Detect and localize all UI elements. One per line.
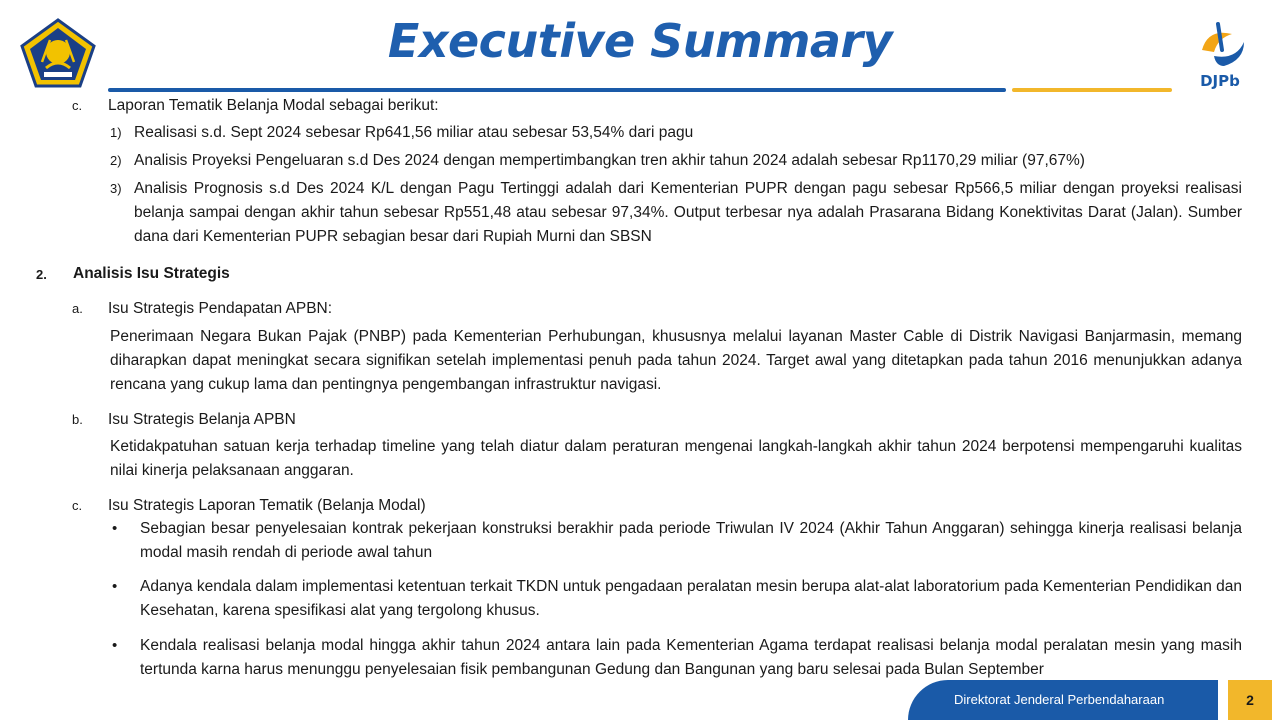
section-2c-bullet-2-marker: • [112, 578, 118, 595]
section-2c-bullet-1: Sebagian besar penyelesaian kontrak pekerjaan konstruksi berakhir pada periode Triwulan IV 2024 (Akhir Tahun Anggaran) sehingga kinerja realisasi belanja modal masih rendah di periode awal tahun [140, 520, 1242, 561]
section-2c-heading: Isu Strategis Laporan Tematik (Belanja Modal) [108, 497, 426, 514]
djpb-logo-text: DJPb [1200, 72, 1240, 90]
section-c-marker: c. [72, 98, 83, 113]
section-2b-marker: b. [72, 412, 83, 427]
section-2c-bullet-1-marker: • [112, 520, 118, 537]
section-2b-body: Ketidakpatuhan satuan kerja terhadap timeline yang telah diatur dalam peraturan mengenai langkah-langkah akhir tahun 2024 berpotensi mempengaruhi kualitas nilai kinerja pelaksanaan anggaran. [110, 438, 1242, 479]
section-2-heading: Analisis Isu Strategis [73, 265, 230, 282]
section-2c-bullet-3-marker: • [112, 637, 118, 654]
section-2a-marker: a. [72, 301, 83, 316]
section-2c-bullet-2: Adanya kendala dalam implementasi ketentuan terkait TKDN untuk pengadaan peralatan mesin berupa alat-alat laboratorium pada Kementerian Pendidikan dan Kesehatan, karena spesifikasi alat yang tergolong khusus. [140, 578, 1242, 619]
section-2a-heading: Isu Strategis Pendapatan APBN: [108, 300, 333, 317]
section-c-item-3: Analisis Prognosis s.d Des 2024 K/L dengan Pagu Tertinggi adalah dari Kementerian PUPR dengan pagu sebesar Rp566,5 miliar dengan proyeksi realisasi belanja sampai dengan akhir tahun sebesar Rp551,48 atau sebesar 97,34%. Output terbesar nya adalah Prasarana Bidang Konektivitas Darat (Jalan). Sumber dana dari Kementerian PUPR sebagian besar dari Rupiah Murni dan SBSN [134, 180, 1242, 245]
section-2a-body: Penerimaan Negara Bukan Pajak (PNBP) pada Kementerian Perhubungan, khususnya melalui layanan Master Cable di Distrik Navigasi Banjarmasin, memang diharapkan dapat meningkat secara signifikan setelah implementasi penuh pada tahun 2024. Target awal yang ditetapkan pada tahun 2016 menunjukkan adanya rencana yang cukup lama dan pentingnya pengembangan infrastruktur navigasi. [110, 328, 1242, 393]
section-2c-marker: c. [72, 498, 83, 513]
section-2b-heading: Isu Strategis Belanja APBN [108, 411, 296, 428]
page-number: 2 [1228, 680, 1272, 720]
footer-label: Direktorat Jenderal Perbendaharaan [908, 680, 1218, 720]
section-c-item-2: Analisis Proyeksi Pengeluaran s.d Des 2024 dengan mempertimbangkan tren akhir tahun 2024 adalah sebesar Rp1170,29 miliar (97,67%) [134, 152, 1085, 169]
section-2c-bullet-3: Kendala realisasi belanja modal hingga akhir tahun 2024 antara lain pada Kementerian Agama terdapat realisasi belanja modal peralatan mesin yang masih tertunda karna harus menunggu penyelesaian fisik pembangunan Gedung dan Bangunan yang baru selesai pada Bulan September [140, 637, 1242, 678]
section-2-marker: 2. [36, 267, 47, 282]
section-c-item-1: Realisasi s.d. Sept 2024 sebesar Rp641,56 miliar atau sebesar 53,54% dari pagu [134, 124, 694, 141]
section-c-item-1-marker: 1) [110, 125, 122, 140]
section-c-item-3-marker: 3) [110, 181, 122, 196]
section-c-item-2-marker: 2) [110, 153, 122, 168]
slide-title: Executive Summary [387, 14, 893, 68]
section-c-heading: Laporan Tematik Belanja Modal sebagai berikut: [108, 97, 439, 114]
